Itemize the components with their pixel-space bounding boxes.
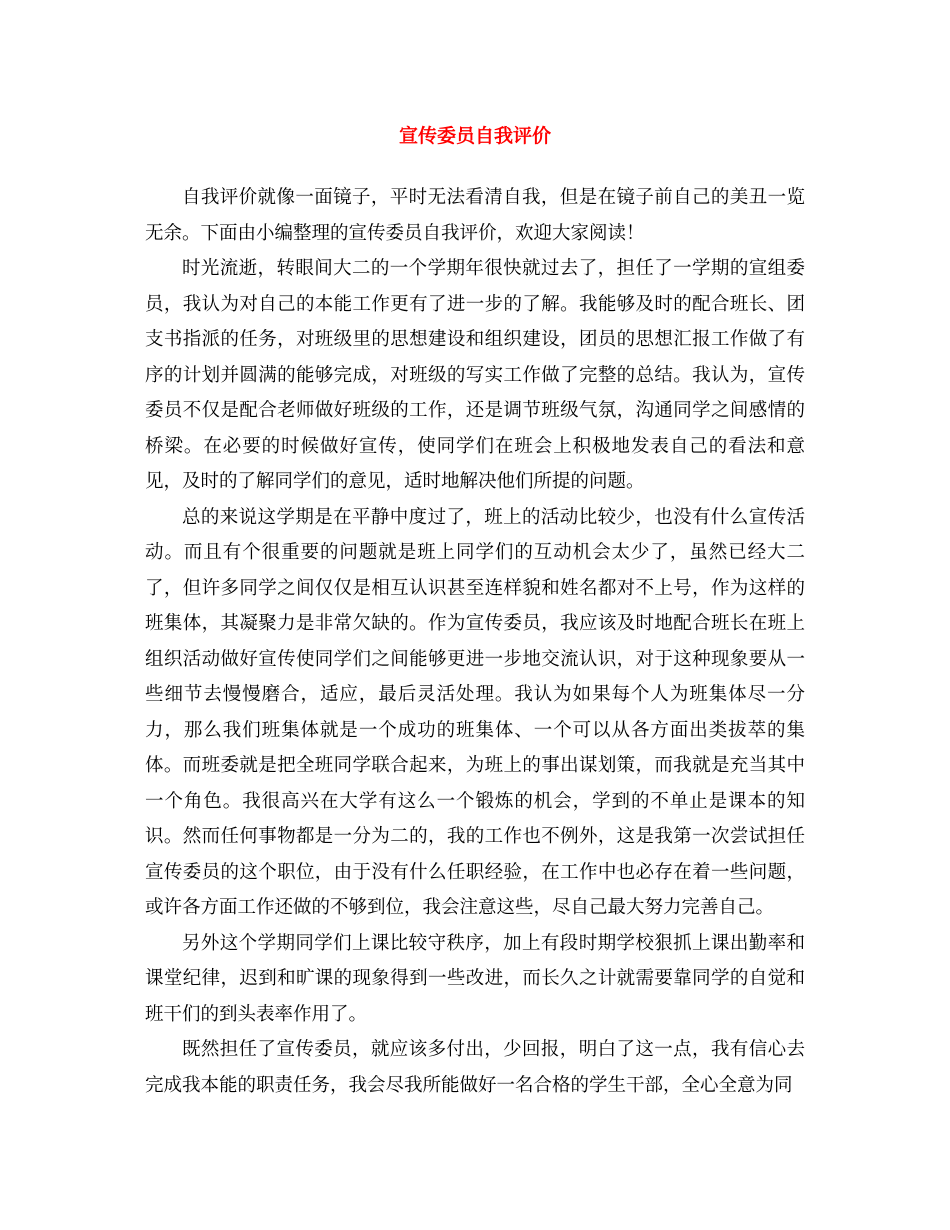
document-body — [145, 180, 805, 1103]
paragraph-summary: 总的来说这学期是在平静中度过了，班上的活动比较少，也没有什么宣传活动。而且有个很重要的问题就是班上同学们的互动机会太少了，虽然已经大二了，但许多同学之间仅仅是相互认识甚至连样貌和姓名都对不上号，作为这样的班集体，其凝聚力是非常欠缺的。作为宣传委员，我应该及时地配合班长在班上组织活动做好宣传使同学们之间能够更进一步地交流认识，对于这种现象要从一些细节去慢慢磨合，适应，最后灵活处理。我认为如果每个人为班集体尽一分力，那么我们班集体就是一个成功的班集体、一个可以从各方面出类拔萃的集体。而班委就是把全班同学联合起来，为班上的事出谋划策，而我就是充当其中一个角色。我很高兴在大学有这么一个锻炼的机会，学到的不单止是课本的知识。然而任何事物都是一分为二的，我的工作也不例外，这是我第一次尝试担任宣传委员的这个职位，由于没有什么任职经验，在工作中也必存在着一些问题，或许各方面工作还做的不够到位，我会注意这些，尽自己最大努力完善自己。 — [145, 506, 805, 918]
paragraph-reflection: 时光流逝，转眼间大二的一个学期年很快就过去了，担任了一学期的宣组委员，我认为对自己的本能工作更有了进一步的了解。我能够及时的配合班长、团支书指派的任务，对班级里的思想建设和组织建设，团员的思想汇报工作做了有序的计划并圆满的能够完成，对班级的写实工作做了完整的总结。我认为，宣传委员不仅是配合老师做好班级的工作，还是调节班级气氛，沟通同学之间感情的桥梁。在必要的时候做好宣传，使同学们在班会上积极地发表自己的看法和意见，及时的了解同学们的意见，适时地解决他们所提的问题。 — [145, 258, 805, 492]
document-title: 宣传委员自我评价 — [398, 125, 551, 147]
paragraph-discipline: 另外这个学期同学们上课比较守秩序，加上有段时期学校狠抓上课出勤率和课堂纪律，迟到和旷课的现象得到一些改进，而长久之计就需要靠同学的自觉和班干们的到头表率作用了。 — [145, 932, 805, 1025]
paragraph-commitment: 既然担任了宣传委员，就应该多付出，少回报，明白了这一点，我有信心去完成我本能的职责任务，我会尽我所能做好一名合格的学生干部，全心全意为同 — [145, 1039, 805, 1096]
paragraph-intro: 自我评价就像一面镜子，平时无法看清自我，但是在镜子前自己的美丑一览无余。下面由小编整理的宣传委员自我评价，欢迎大家阅读！ — [145, 187, 805, 244]
